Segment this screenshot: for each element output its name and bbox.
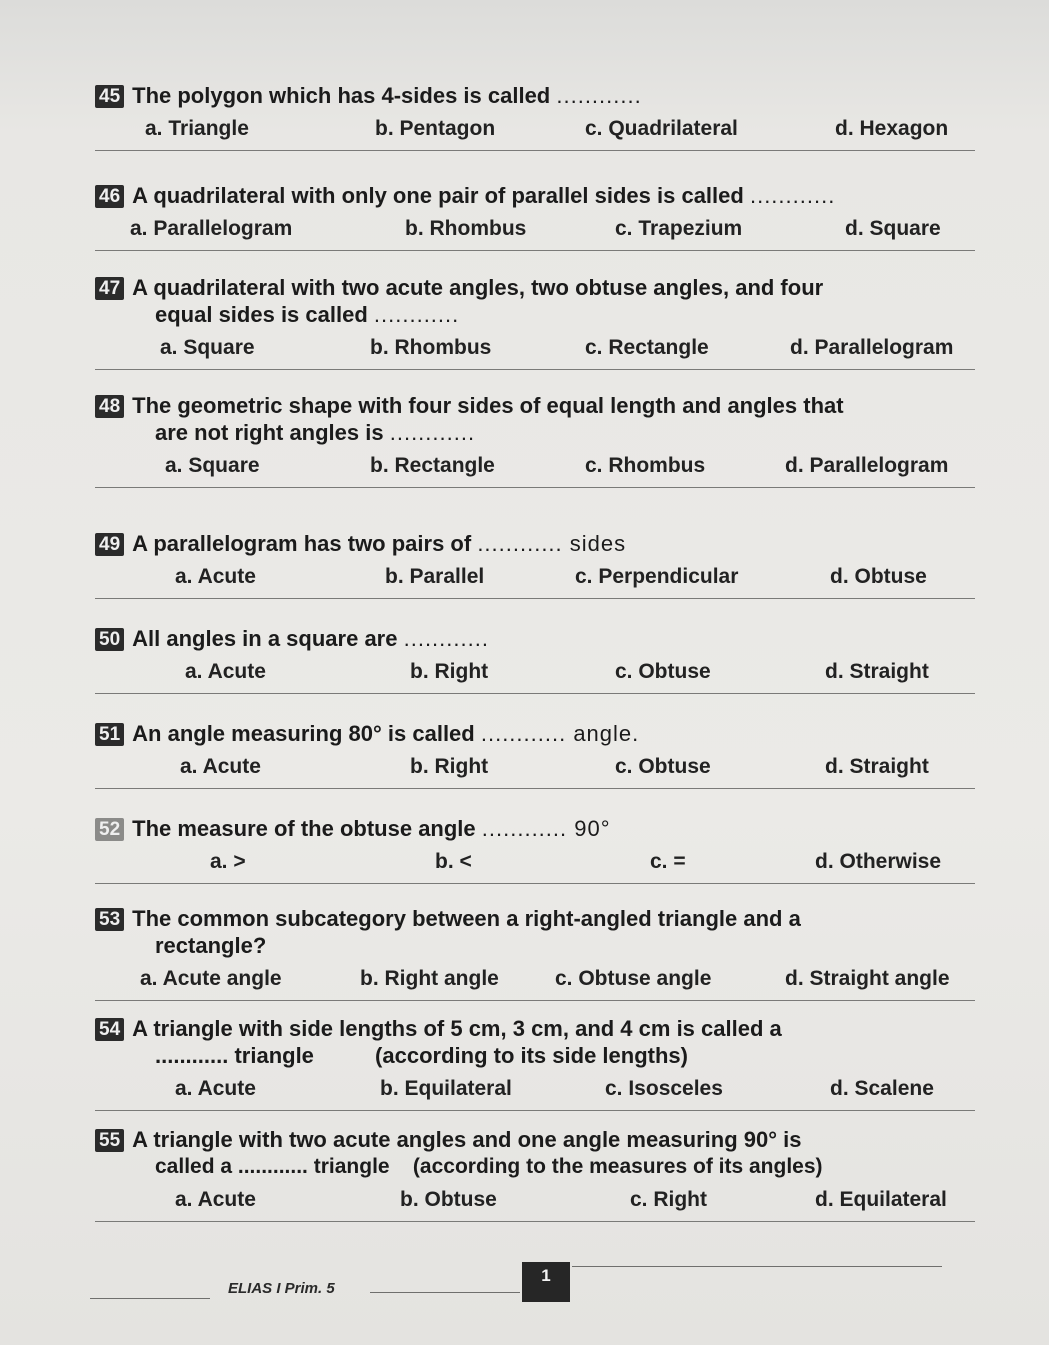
divider [95,487,975,488]
question-50 [95,625,975,690]
option-c[interactable]: c. Quadrilateral [585,117,738,140]
question-53 [95,905,975,997]
question-51 [95,720,975,785]
option-c[interactable]: c. Right [630,1188,707,1211]
question-54 [95,1015,975,1107]
option-c[interactable]: c. Isosceles [605,1077,723,1100]
divider [95,369,975,370]
question-text-line2: called a ............ triangle (according to the measures of its angles) [155,1155,823,1178]
option-b[interactable]: b. Rectangle [370,454,495,477]
question-46 [95,182,975,247]
divider [95,1221,975,1222]
option-b[interactable]: b. Right angle [360,967,499,990]
option-a[interactable]: a. Acute angle [140,967,282,990]
question-number: 52 [95,818,124,841]
option-c[interactable]: c. Obtuse [615,660,711,683]
divider [95,788,975,789]
question-text: A parallelogram has two pairs of [132,531,472,556]
answer-blank: ............ sides [477,531,627,556]
footer-line-mid [370,1292,520,1293]
question-number: 47 [95,277,124,300]
option-b[interactable]: b. Rhombus [370,336,492,359]
option-b[interactable]: b. < [435,850,472,873]
answer-blank: ............ 90° [481,816,611,841]
option-b[interactable]: b. Rhombus [405,217,527,240]
question-47 [95,274,975,366]
question-text: An angle measuring 80° is called [132,721,475,746]
question-text: A triangle with two acute angles and one angle measuring 90° is [132,1127,802,1152]
option-a[interactable]: a. Acute [180,755,261,778]
option-c[interactable]: c. Obtuse [615,755,711,778]
answer-blank: ............ [389,420,476,445]
option-a[interactable]: a. Acute [175,565,256,588]
page-number: 1 [522,1262,570,1302]
option-c[interactable]: c. Trapezium [615,217,743,240]
divider [95,693,975,694]
footer-line-right [572,1266,942,1267]
option-a[interactable]: a. Acute [185,660,266,683]
options-row [95,215,975,247]
options-row [95,658,975,690]
question-52 [95,815,975,880]
footer-line-left [90,1298,210,1299]
option-c[interactable]: c. Obtuse angle [555,967,712,990]
footer-label: ELIAS I Prim. 5 [228,1280,335,1297]
option-d[interactable]: d. Parallelogram [790,336,954,359]
divider [95,598,975,599]
question-number: 55 [95,1129,124,1152]
option-c[interactable]: c. = [650,850,686,873]
option-d[interactable]: d. Hexagon [835,117,949,140]
option-b[interactable]: b. Right [410,660,489,683]
question-49 [95,530,975,595]
question-text: A quadrilateral with only one pair of parallel sides is called [132,183,744,208]
option-d[interactable]: d. Obtuse [830,565,927,588]
divider [95,150,975,151]
answer-blank: ............ [556,83,642,108]
divider [95,250,975,251]
option-a[interactable]: a. Acute [175,1077,256,1100]
answer-blank: ............ [749,183,836,208]
answer-blank: ............ [373,302,460,327]
question-48 [95,392,975,484]
option-b[interactable]: b. Equilateral [380,1077,512,1100]
option-c[interactable]: c. Perpendicular [575,565,739,588]
answer-blank: ............ angle. [480,721,640,746]
option-d[interactable]: d. Equilateral [815,1188,947,1211]
option-b[interactable]: b. Pentagon [375,117,496,140]
question-text: A triangle with side lengths of 5 cm, 3 cm, and 4 cm is called a [132,1016,782,1041]
question-text: The geometric shape with four sides of equal length and angles that [132,393,844,418]
answer-blank: ............ [403,626,489,651]
option-a[interactable]: a. Square [165,454,260,477]
question-55 [95,1126,975,1218]
question-45 [95,82,975,147]
options-row [95,965,975,997]
options-row [95,452,975,484]
question-number: 53 [95,908,124,931]
question-text-line2: equal sides is called [155,302,368,327]
options-row [95,563,975,595]
option-d[interactable]: d. Straight angle [785,967,950,990]
divider [95,1000,975,1001]
option-b[interactable]: b. Right [410,755,489,778]
option-c[interactable]: c. Rhombus [585,454,706,477]
option-d[interactable]: d. Scalene [830,1077,934,1100]
option-d[interactable]: d. Parallelogram [785,454,949,477]
options-row [95,1075,975,1107]
question-number: 48 [95,395,124,418]
option-b[interactable]: b. Parallel [385,565,485,588]
question-number: 46 [95,185,124,208]
question-text-line2: rectangle? [155,933,267,958]
option-a[interactable]: a. Triangle [145,117,249,140]
option-d[interactable]: d. Otherwise [815,850,942,873]
divider [95,1110,975,1111]
options-row [95,334,975,366]
option-d[interactable]: d. Straight [825,755,929,778]
option-a[interactable]: a. Parallelogram [130,217,293,240]
question-number: 51 [95,723,124,746]
page-footer [90,1262,950,1308]
question-number: 54 [95,1018,124,1041]
question-text: A quadrilateral with two acute angles, two obtuse angles, and four [132,275,824,300]
option-a[interactable]: a. Acute [175,1188,256,1211]
question-text: The polygon which has 4-sides is called [132,83,551,108]
question-text-line2: ............ triangle (according to its side lengths) [155,1043,688,1068]
options-row [95,753,975,785]
question-text: All angles in a square are [132,626,398,651]
question-text: The measure of the obtuse angle [132,816,476,841]
options-row [95,1186,975,1218]
option-a[interactable]: a. Square [160,336,255,359]
option-c[interactable]: c. Rectangle [585,336,709,359]
option-d[interactable]: d. Square [845,217,941,240]
question-text: The common subcategory between a right-angled triangle and a [132,906,801,931]
option-b[interactable]: b. Obtuse [400,1188,497,1211]
question-text-line2: are not right angles is [155,420,384,445]
divider [95,883,975,884]
option-d[interactable]: d. Straight [825,660,929,683]
question-number: 50 [95,628,124,651]
option-a[interactable]: a. > [210,850,246,873]
question-number: 49 [95,533,124,556]
options-row [95,848,975,880]
options-row [95,115,975,147]
question-number: 45 [95,85,124,108]
